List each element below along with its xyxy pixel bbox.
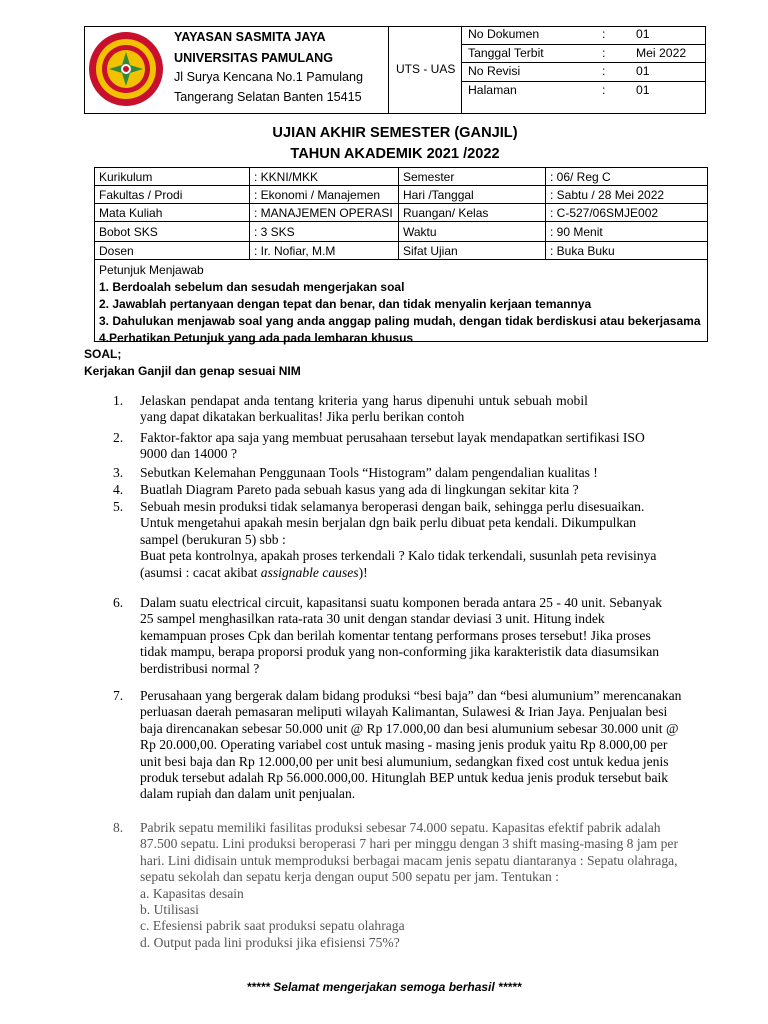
- question-number: 5.: [113, 499, 124, 514]
- meta-label: Tanggal Terbit: [462, 44, 596, 63]
- foundation-name: YAYASAN SASMITA JAYA: [174, 30, 326, 44]
- question-line: hari. Lini didisain untuk memproduksi berbagai macam jenis sepatu diantaranya : Sepatu olahraga,: [140, 852, 678, 868]
- info-label: Sifat Ujian: [399, 242, 546, 260]
- info-label: Mata Kuliah: [95, 204, 250, 222]
- info-row: [95, 204, 708, 222]
- soal-label: SOAL;: [84, 347, 122, 361]
- header-divider: [388, 27, 389, 113]
- meta-sep: :: [596, 26, 630, 44]
- question-5: [140, 499, 702, 581]
- question-line: 25 sampel menghasilkan rata-rata 30 unit dengan standar deviasi 3 unit. Hitung indek: [140, 611, 605, 627]
- question-line: unit besi baja dan Rp 12.000,00 per unit besi alumunium, sedangkan fixed cost untuk kedua jenis: [140, 753, 669, 769]
- question-2: [140, 430, 702, 463]
- question-line: perluasan daerah pemasaran meliputi wilayah Kalimantan, Sulawesi & Irian Jaya. Penjualan besi: [140, 704, 668, 720]
- question-line: d. Output pada lini produksi jika efisiensi 75%?: [140, 934, 400, 950]
- info-value: : MANAJEMEN OPERASI: [250, 204, 399, 222]
- question-line: Sebuah mesin produksi tidak selamanya beroperasi dengan baik, sehingga perlu disesuaikan.: [140, 499, 645, 514]
- question-line: Faktor-faktor apa saja yang membuat perusahaan tersebut layak mendapatkan sertifikasi ISO: [140, 430, 645, 445]
- info-value: : C-527/06SMJE002: [546, 204, 708, 222]
- question-line: c. Efesiensi pabrik saat produksi sepatu olahraga: [140, 918, 405, 934]
- instruction-item: 3. Dahulukan menjawab soal yang anda anggap paling mudah, dengan tidak berdiskusi atau bekerjasama: [99, 314, 701, 328]
- meta-row: [462, 44, 706, 63]
- question-line: Buat peta kontrolnya, apakah proses terkendali ? Kalo tidak terkendali, susunlah peta revisinya: [140, 548, 657, 564]
- university-logo: [87, 30, 165, 108]
- info-row: [95, 222, 708, 242]
- question-line: berdistribusi normal ?: [140, 660, 260, 676]
- question-line: kemampuan proses Cpk dan berilah komentar tentang performans proses tersebut! Jika proses: [140, 627, 651, 643]
- info-value: : KKNI/MKK: [250, 168, 399, 186]
- meta-row: [462, 81, 706, 99]
- question-number: 4.: [113, 482, 124, 497]
- question-number: 8.: [113, 820, 124, 835]
- info-label: Waktu: [399, 222, 546, 242]
- question-emphasis: assignable causes: [260, 564, 359, 580]
- course-info-table: [94, 167, 708, 260]
- info-value: : Ekonomi / Manajemen: [250, 186, 399, 204]
- meta-value: 01: [636, 83, 650, 98]
- question-number: 7.: [113, 688, 124, 703]
- meta-row: [462, 26, 706, 44]
- question-line: dalam rupiah dan dalam unit penjualan.: [140, 786, 356, 802]
- instructions-box: [94, 259, 708, 345]
- question-number: 6.: [113, 595, 124, 610]
- info-value: : Sabtu / 28 Mei 2022: [546, 186, 708, 204]
- university-name: UNIVERSITAS PAMULANG: [174, 51, 334, 65]
- info-label: Dosen: [95, 242, 250, 260]
- info-value: : 3 SKS: [250, 222, 399, 242]
- question-line: Sebutkan Kelemahan Penggunaan Tools “Histogram” dalam pengendalian kualitas !: [140, 465, 598, 480]
- meta-label: No Dokumen: [462, 26, 596, 44]
- info-label: Semester: [399, 168, 546, 186]
- info-value: : Ir. Nofiar, M.M: [250, 242, 399, 260]
- meta-value: 01: [630, 63, 706, 82]
- question-line: 87.500 sepatu. Lini produksi beroperasi 7 hari per minggu dengan 3 shift masing-masing 8 jam per: [140, 836, 678, 852]
- question-line: sepatu sekolah dan sepatu kerja dengan ouput 500 sepatu per jam. Tentukan :: [140, 869, 559, 885]
- info-row: [95, 242, 708, 260]
- question-line: Pabrik sepatu memiliki fasilitas produksi sebesar 74.000 sepatu. Kapasitas efektif pabrik adalah: [140, 820, 661, 835]
- instruction-item: 4.Perhatikan Petunjuk yang ada pada lembaran khusus: [99, 331, 414, 345]
- question-line: produk tersebut adalah Rp 56.000.000,00. Hitunglah BEP untuk kedua jenis produk tersebut baik: [140, 770, 669, 786]
- question-3: [140, 465, 702, 481]
- document-meta-table: [462, 26, 706, 99]
- meta-row: [462, 63, 706, 82]
- info-value: : Buka Buku: [546, 242, 708, 260]
- meta-label: No Revisi: [462, 63, 596, 82]
- question-line: tidak mampu, berapa proporsi produk yang non-conforming jika karakteristik data diasumsikan: [140, 644, 660, 660]
- question-line: b. Utilisasi: [140, 902, 199, 918]
- question-line: Untuk mengetahui apakah mesin berjalan dgn baik perlu dibuat peta kendali. Dikumpulkan: [140, 515, 637, 531]
- instruction-item: 1. Berdoalah sebelum dan sesudah mengerjakan soal: [99, 280, 405, 294]
- question-line: sampel (berukuran 5) sbb :: [140, 531, 286, 547]
- question-line: a. Kapasitas desain: [140, 885, 244, 901]
- question-8: [140, 820, 702, 951]
- info-label: Bobot SKS: [95, 222, 250, 242]
- question-text: )!: [358, 564, 368, 580]
- info-label: Kurikulum: [95, 168, 250, 186]
- instruction-item: 2. Jawablah pertanyaan dengan tepat dan benar, dan tidak menyalin kerjaan temannya: [99, 297, 592, 311]
- address-line-1: Jl Surya Kencana No.1 Pamulang: [174, 70, 364, 84]
- info-value: : 06/ Reg C: [546, 168, 708, 186]
- question-text: (asumsi : cacat akibat: [140, 564, 261, 580]
- question-line: Jelaskan pendapat anda tentang kriteria yang harus dipenuhi untuk sebuah mobil: [140, 393, 588, 408]
- closing-message: ***** Selamat mengerjakan semoga berhasil *****: [246, 980, 522, 994]
- question-line: [140, 565, 702, 581]
- question-line: Dalam suatu electrical circuit, kapasitansi suatu komponen berada antara 25 - 40 unit. Sebanyak: [140, 595, 663, 610]
- question-number: 2.: [113, 430, 124, 445]
- question-1: [140, 393, 702, 426]
- meta-value: 01: [630, 26, 706, 44]
- question-7: [140, 688, 702, 803]
- question-number: 1.: [113, 393, 124, 408]
- question-line: 9000 dan 14000 ?: [140, 446, 238, 462]
- exam-type: UTS - UAS: [396, 62, 456, 76]
- soal-note: Kerjakan Ganjil dan genap sesuai NIM: [84, 364, 301, 378]
- question-line: Buatlah Diagram Pareto pada sebuah kasus yang ada di lingkungan sekitar kita ?: [140, 482, 579, 497]
- meta-sep: :: [596, 44, 630, 63]
- question-line: baja direncanakan sebesar 50.000 unit @ Rp 17.000,00 dan besi alumunium sebesar 30.000 unit @: [140, 720, 679, 736]
- question-line: yang dapat dikatakan berkualitas! Jika perlu berikan contoh: [140, 409, 465, 425]
- meta-sep: :: [602, 83, 606, 98]
- info-row: [95, 186, 708, 204]
- address-line-2: Tangerang Selatan Banten 15415: [174, 90, 362, 104]
- question-6: [140, 595, 702, 677]
- info-label: Ruangan/ Kelas: [399, 204, 546, 222]
- question-4: [140, 482, 702, 498]
- info-value: : 90 Menit: [546, 222, 708, 242]
- exam-title: UJIAN AKHIR SEMESTER (GANJIL): [272, 125, 518, 141]
- info-label: Fakultas / Prodi: [95, 186, 250, 204]
- meta-label: Halaman: [468, 83, 517, 98]
- meta-sep: :: [596, 63, 630, 82]
- question-line: Rp 20.000,00. Operating variabel cost untuk masing - masing jenis produk yaitu Rp 8.000,00 per: [140, 737, 668, 753]
- academic-year: TAHUN AKADEMIK 2021 /2022: [290, 146, 500, 162]
- instructions-heading: Petunjuk Menjawab: [99, 263, 204, 277]
- question-number: 3.: [113, 465, 124, 480]
- meta-value: Mei 2022: [630, 44, 706, 63]
- info-label: Hari /Tanggal: [399, 186, 546, 204]
- question-line: Perusahaan yang bergerak dalam bidang produksi “besi baja” dan “besi alumunium” merencanakan: [140, 688, 682, 703]
- info-row: [95, 168, 708, 186]
